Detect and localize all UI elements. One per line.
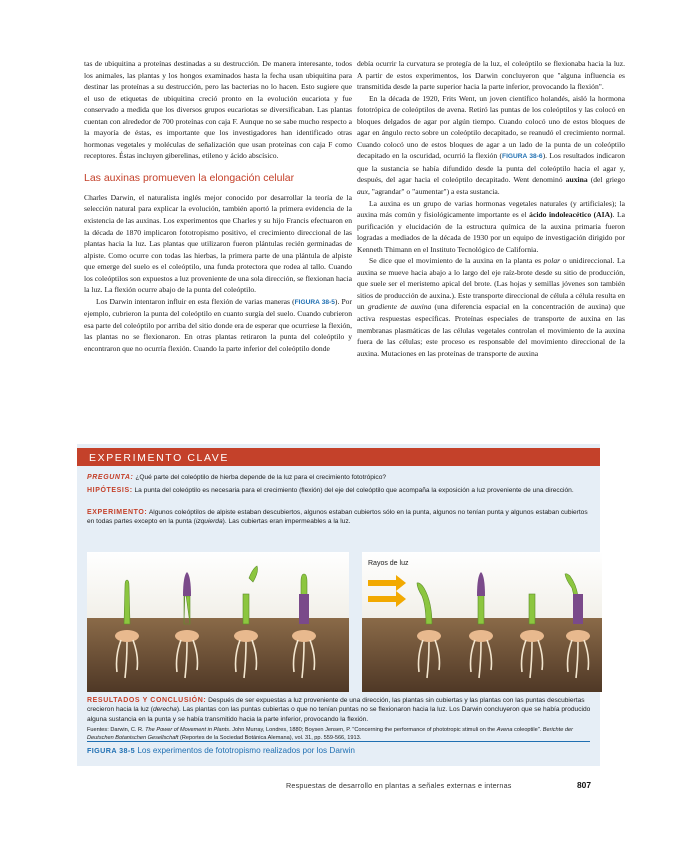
experiment-label: EXPERIMENTO:: [87, 509, 148, 516]
hypothesis-label: HIPÓTESIS:: [87, 487, 133, 494]
italic-term: derecha: [152, 706, 177, 714]
text-run: La auxina es un grupo de varias hormonas vegetales naturales (y artificiales); la auxina más común y fisiológicamente importante es el: [357, 198, 625, 220]
illustration-before-light: [87, 552, 349, 692]
italic-term: Avena: [496, 727, 513, 733]
text-run: ). Los resultados indicaron que la sustancia se había difundido desde la punta del coleóptilo hacia el agar y, después, del agar hacia el coleóptilo decapitado. Went denominó: [357, 151, 626, 185]
results-text: [87, 696, 592, 724]
body-paragraph: [357, 198, 625, 256]
key-term: ácido indoleacético (AIA): [529, 210, 613, 220]
figure-caption: [87, 745, 355, 756]
text-run: ¿Qué parte del coleóptilo de hierba depende de la luz para el crecimiento fototrópico?: [133, 474, 387, 481]
opaque-sleeve-icon: [573, 594, 583, 624]
text-run: ). Por ejemplo, cubrieron la punta del coleóptilo en cuanto surgía del suelo. Cuando cubrieron esa parte del coleóptilo por arriba del sitio donde era de esperar que ocurriese la flexión, las plantas no se flexionaron. En otras plantas retiraron la punta del coleóptilo y encontraron que no ocurría flexión. Cuando la parte inferior del coleóptilo donde: [84, 296, 353, 354]
body-paragraph: debía ocurrir la curvatura se protegía de la luz, el coleóptilo se flexionaba hacia la luz. A partir de estos experimentos, los Darwin concluyeron que "alguna influencia es transmitida desde la parte superior hacia la parte inferior, provocando la flexión".: [357, 59, 625, 92]
text-run: Se dice que el movimiento de la auxina en la planta es: [369, 256, 544, 266]
question-text: [87, 473, 592, 482]
text-run: . John Murray, Londres, 1880; Boysen Jensen, P. "Concerning the performance of phototropic stimuli on the: [229, 727, 497, 733]
light-rays-label: Rayos de luz: [368, 560, 409, 567]
experiment-text: [87, 508, 592, 527]
figure-reference-link[interactable]: FIGURA 38-5: [294, 298, 335, 306]
question-label: PREGUNTA:: [87, 474, 134, 481]
figure-number: FIGURA 38-5: [87, 746, 136, 755]
section-heading: Las auxinas promueven la elongación celular: [84, 171, 295, 184]
text-run: Después de ser expuestas a luz proveniente de una dirección, las plantas sin cubiertas y las plantas con las puntas descubiertas crecieron hacia la luz (: [87, 697, 585, 714]
text-run: (Reportes de la Sociedad Botánica Alemana), vol. 31, pp. 559-566, 1913.: [178, 735, 362, 741]
illustration-after-light: [351, 552, 613, 692]
text-run: En la década de 1920, Frits Went, un joven científico holandés, aisló la hormona fototrópica de coleóptilos de avena. Retiró las puntas de los coleóptilos y las colocó en bloques delgados de agar por algún tiempo. Cuando colocó uno de estos bloques de agar en ángulo recto sobre un coleóptilo decapitado, se reanudó el crecimiento normal. Cuando colocó uno de estos bloques de agar a un lado de la punta de un coleóptilo decapitado en la oscuridad, ocurrió la flexión (: [357, 93, 625, 161]
right-column: [357, 58, 625, 359]
caption-text: Los experimentos de fototropismo realizados por los Darwin: [135, 746, 355, 755]
sources-text: [87, 726, 592, 742]
caption-divider: [87, 741, 590, 742]
hypothesis-text: [87, 486, 592, 495]
text-run: ). Las plantas con las puntas cubiertas o que no tenían puntas no se flexionaron hacia la luz. Los Darwin concluyeron que se había producido alguna sustancia en la punta y se había transmitido hacia la parte inferior, provocando la flexión.: [87, 706, 591, 723]
book-title: The Power of Movement in Plants: [145, 727, 230, 733]
text-run: o unidireccional. La auxina se mueve hacia abajo a lo largo del eje raíz-brote desde su sitio de producción, que suele ser el meristemo apical del brote. (Las hojas y semillas jóvenes son también sitios de producción de auxina.). Este transporte direccional de célula a célula resulta en un: [357, 256, 625, 312]
text-run: (una diferencia espacial en la concentración de auxina) que activa respuestas específicas. Proteínas especiales de transporte de auxina en las membranas plasmáticas de las células vegetales controlan el movimiento de la auxina fuera de las células; este proceso es responsable del movimiento direccional de la auxina. Mutaciones en las proteínas de transporte de auxina: [357, 302, 625, 358]
text-run: Fuentes: Darwin, C. R.: [87, 727, 146, 733]
experiment-title-band: [77, 448, 600, 466]
italic-term: izquierda: [195, 518, 223, 526]
text-run: La punta del coleóptilo es necesaria para el crecimiento (flexión) del eje del coleóptilo que acompaña la exposición a luz proveniente de una dirección.: [132, 487, 574, 494]
italic-term: polar: [543, 256, 561, 266]
text-run: . La purificación y elucidación de la estructura química de la auxina primaria fueron logradas a mediados de la década de 1930 por un equipo de investigación dirigido por Kenneth Thimann en el Instituto Tecnológico de California.: [357, 210, 625, 254]
text-run: ). Las cubiertas eran impermeables a la luz.: [222, 518, 351, 526]
body-paragraph: Charles Darwin, el naturalista inglés mejor conocido por desarrollar la teoría de la selección natural para explicar la evolución, también aportó la primera evidencia de la existencia de las auxinas. Los experimentos que Charles y su hijo Francis efectuaron en la década de 1870 implicaron fototropismo positivo, el crecimiento direccional de las plantas hacia la luz. Las plantas que utilizaron fueron plántulas recién germinadas de alpiste. Como ocurre con todas las hierbas, la primera parte de una plántula de alpiste que emerge del suelo es el coleóptilo, una funda protectora que rodea al tallo. Cuando los coleóptilos son expuestos a luz proveniente de una sola dirección, se flexionan hacia la luz. La flexión ocurre abajo de la punta del coleóptilo.: [84, 192, 352, 295]
text-run: Algunos coleóptilos de alpiste estaban descubiertos, algunos estaban cubiertos sólo en la punta, algunos no tenían punta y algunos estaban cubiertos en todas partes excepto en la punta (: [87, 509, 588, 526]
text-run: , "agrandar" o "aumentar") a esta sustancia.: [367, 187, 500, 197]
journal-title: Berichte der Deutschen Botanischen Gesellschaft: [87, 727, 573, 741]
body-paragraph: [84, 296, 352, 355]
body-paragraph: [357, 255, 625, 359]
opaque-sleeve-icon: [299, 594, 309, 624]
figure-reference-link[interactable]: FIGURA 38-6: [502, 153, 543, 161]
key-term: auxina: [565, 175, 588, 185]
text-run: coleoptile".: [512, 727, 543, 733]
running-footer: Respuestas de desarrollo en plantas a señales externas e internas: [286, 781, 512, 790]
results-label: RESULTADOS Y CONCLUSIÓN:: [87, 697, 207, 704]
experiment-title: EXPERIMENTO CLAVE: [89, 452, 230, 464]
page-number: 807: [577, 780, 591, 790]
key-experiment-box: [77, 444, 600, 766]
soil: [362, 618, 602, 692]
body-paragraph: [357, 93, 625, 198]
text-run: (del griego: [587, 175, 625, 185]
body-paragraph: tas de ubiquitina a proteínas destinadas a su destrucción. De manera interesante, todos los animales, las plantas y los hongos examinados hasta la fecha usan ubiquitina para destinar las proteínas a su destrucción, pero las bacterias no lo hacen. Esto sugiere que el uso de etiquetas de ubiquitina creció pronto en la evolución eucariota y fue conservado a medida que los diversos grupos eucariotas se diversificaban. Las plantas cuentan con alrededor de 700 proteínas con caja F. Aunque no se sabe mucho respecto a la mayoría de éstas, es importante que los investigadores han identificado otras hormonas vegetales y moléculas de señalización que usan proteínas con caja F como receptores. Éstas incluyen giberelinas, etileno y ácido abscísico.: [84, 59, 352, 161]
italic-term: gradiente de auxina: [367, 302, 432, 312]
left-column: [84, 58, 352, 355]
text-run: Los Darwin intentaron influir en esta flexión de varias maneras (: [96, 296, 295, 306]
greek-root: aux: [357, 187, 368, 197]
